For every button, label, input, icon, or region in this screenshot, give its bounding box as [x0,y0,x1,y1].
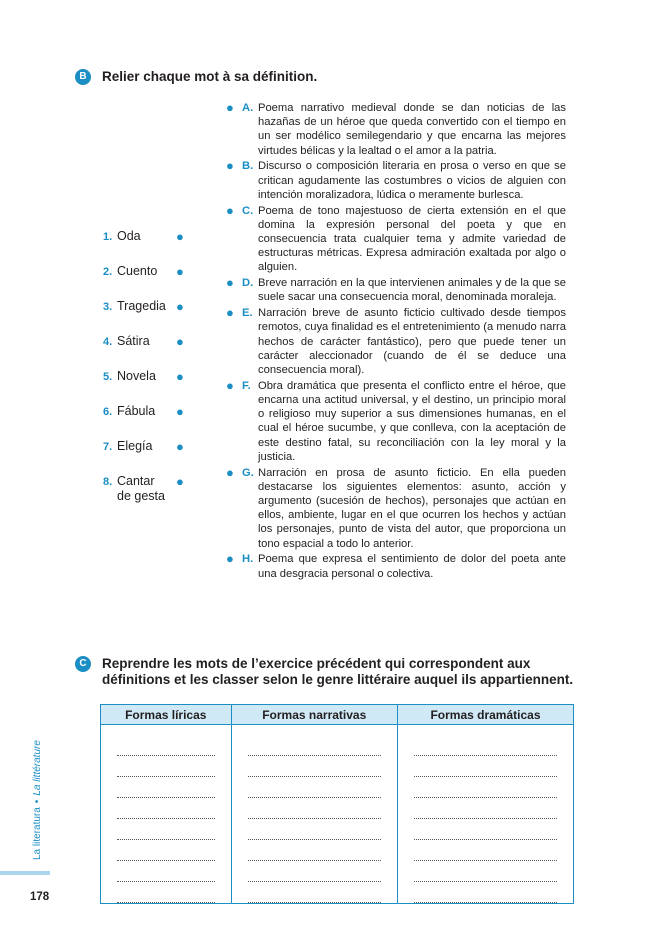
definition-letter: F. [242,379,251,392]
word-label: Oda [117,229,141,243]
section-c-instruction: Reprendre les mots de l’exercice précédent qui correspondent aux définitions et les classer selon le genre littéraire auquel ils appartiennent. [102,656,574,687]
definition-item[interactable] [226,306,566,377]
answer-line[interactable] [117,735,215,756]
sidebar-title-es: La literatura [32,807,43,860]
definition-letter: D. [242,277,254,290]
definition-text: Discurso o composición literaria en prosa o verso en que se critican agudamente las costumbres o vicios de alguien con intención moralizadora, lúdica o meramente burlesca. [258,160,566,201]
answer-line[interactable] [414,882,557,903]
connect-dot[interactable]: ● [176,299,184,314]
answer-line[interactable] [248,777,381,798]
word-item[interactable] [103,299,193,314]
sidebar-running-title [32,730,43,860]
word-label: Sátira [117,334,150,348]
definition-letter: H. [242,553,254,566]
answer-line[interactable] [117,840,215,861]
definition-text: Narración en prosa de asunto ficticio. En ella pueden destacarse los siguientes elementos: asunto, acción y argumento (sucesión de hechos), personajes que actúan en ellos, ambiente, lugar en el que ocurren los hechos y actúan los personajes, punto de vista del autor, que proporciona un tono espacial a todo lo anterior. [258,466,566,550]
connect-dot[interactable]: ● [176,229,184,244]
answer-line[interactable] [117,756,215,777]
answer-line[interactable] [248,882,381,903]
word-label: Cuento [117,264,158,278]
section-b-badge: B [75,69,91,85]
word-item[interactable] [103,369,193,384]
answer-line[interactable] [117,777,215,798]
section-c-badge: C [75,656,91,672]
connect-dot[interactable]: ● [176,474,184,489]
sidebar-separator: • [32,799,43,804]
answer-line[interactable] [414,840,557,861]
answer-line[interactable] [414,756,557,777]
word-number: 3. [103,301,113,313]
definition-text: Breve narración en la que intervienen animales y de la que se suele sacar una consecuencia moral, denominada moraleja. [258,277,566,304]
connect-dot[interactable]: ● [176,439,184,454]
column-narrativas [231,725,397,904]
definition-item[interactable] [226,276,566,304]
definition-letter: B. [242,160,254,173]
footer-accent-bar [0,871,50,875]
connect-dot[interactable]: ● [226,275,234,291]
connect-dot[interactable]: ● [226,377,234,393]
definition-text: Obra dramática que presenta el conflicto entre el héroe, que encarna una actitud universal, y el destino, un principio moral o religioso muy superior a sus dimensiones humanas, en el cual el héroe sucumbe, y que conlleva, con la aceptación de este destino fatal, su reconciliación con la ley moral y la justicia. [258,379,566,463]
answer-line[interactable] [248,861,381,882]
word-number: 6. [103,406,113,418]
definition-text: Narración breve de asunto ficticio cultivado desde tiempos remotos, cuya finalidad es el entretenimiento (a menudo narra hechos de carácter fantástico), pero que puede tener un carácter aleccionador (cuando de él se deduce una consecuencia moral). [258,307,566,377]
connect-dot[interactable]: ● [226,202,234,218]
answer-line[interactable] [248,756,381,777]
connect-dot[interactable]: ● [226,100,234,115]
word-item[interactable] [103,439,193,454]
answer-line[interactable] [117,819,215,840]
connect-dot[interactable]: ● [176,334,184,349]
answer-line[interactable] [248,819,381,840]
answer-line[interactable] [117,882,215,903]
definition-text: Poema que expresa el sentimiento de dolor del poeta ante una desgracia personal o colectiva. [258,553,566,580]
definition-item[interactable] [226,552,566,580]
column-header-liricas: Formas líricas [101,705,232,725]
definition-item[interactable] [226,159,566,202]
word-label: Cantar de gesta [117,474,165,503]
word-number: 1. [103,231,113,243]
word-item[interactable] [103,264,193,279]
word-item[interactable] [103,404,193,419]
answer-line[interactable] [414,861,557,882]
connect-dot[interactable]: ● [226,464,234,480]
word-label: Novela [117,369,156,383]
word-label: Tragedia [117,299,166,313]
page-number: 178 [30,891,50,903]
answer-line[interactable] [414,777,557,798]
word-number: 7. [103,441,113,453]
answer-line[interactable] [414,798,557,819]
definition-item[interactable] [226,466,566,551]
word-label: Elegía [117,439,153,453]
connect-dot[interactable]: ● [176,404,184,419]
section-b-instruction: Relier chaque mot à sa définition. [102,69,318,84]
definition-letter: A. [242,102,254,114]
column-header-narrativas: Formas narrativas [231,705,397,725]
answer-line[interactable] [414,819,557,840]
column-dramaticas [397,725,573,904]
definition-letter: C. [242,204,254,217]
connect-dot[interactable]: ● [226,305,234,321]
connect-dot[interactable]: ● [176,369,184,384]
connect-dot[interactable]: ● [176,264,184,279]
connect-dot[interactable]: ● [226,551,234,567]
definition-text: Poema de tono majestuoso de cierta extensión en el que domina la expresión personal del poeta y que en consecuencia trata cualquier tema y admite variedad de estructuras métricas. Expresa admiración exaltada por algo o alguien. [258,204,566,274]
sidebar-title-fr: La littérature [32,740,43,796]
answer-line[interactable] [117,798,215,819]
definition-list [226,101,566,582]
answer-line[interactable] [414,735,557,756]
definition-text: Poema narrativo medieval donde se dan noticias de las hazañas de un héroe que queda convertido con el tiempo en un ser modélico semilegendario y que encarna las mejores virtudes bélicas y la lealtad o el amor a la patria. [258,102,566,157]
definition-item[interactable] [226,379,566,464]
definition-letter: E. [242,307,253,320]
word-item[interactable] [103,229,193,244]
word-number: 8. [103,476,113,488]
answer-line[interactable] [248,798,381,819]
word-number: 4. [103,336,113,348]
definition-letter: G. [242,466,254,479]
word-label: Fábula [117,404,156,418]
word-number: 5. [103,371,113,383]
answer-line[interactable] [248,840,381,861]
definition-item[interactable] [226,101,566,158]
word-number: 2. [103,266,113,278]
definition-item[interactable] [226,204,566,275]
genre-table [100,704,574,904]
word-item[interactable] [103,334,193,349]
column-liricas [101,725,232,904]
connect-dot[interactable]: ● [226,158,234,174]
word-item[interactable] [103,474,193,504]
answer-line[interactable] [117,861,215,882]
answer-line[interactable] [248,735,381,756]
column-header-dramaticas: Formas dramáticas [397,705,573,725]
